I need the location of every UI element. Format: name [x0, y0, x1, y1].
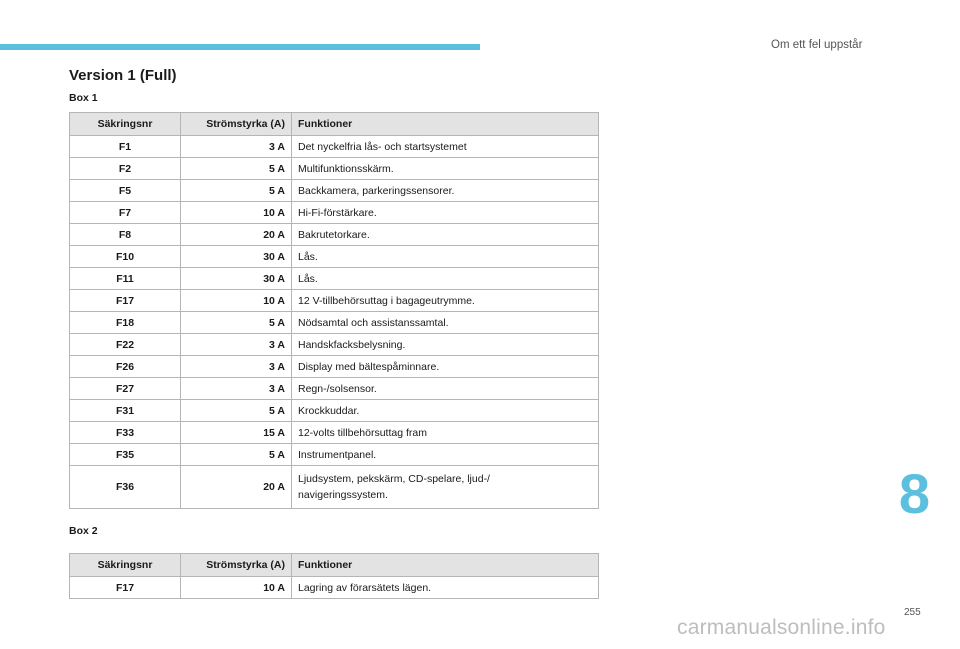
fuse-number-cell: F11	[70, 268, 181, 290]
table-row	[70, 334, 599, 356]
column-header: Funktioner	[292, 113, 599, 136]
amperage-cell: 3 A	[181, 378, 292, 400]
table-header-row	[70, 554, 599, 577]
column-header: Strömstyrka (A)	[181, 113, 292, 136]
function-cell: Hi-Fi-förstärkare.	[292, 202, 599, 224]
amperage-cell: 15 A	[181, 422, 292, 444]
amperage-cell: 30 A	[181, 268, 292, 290]
function-cell: Krockkuddar.	[292, 400, 599, 422]
column-header: Funktioner	[292, 554, 599, 577]
fuse-number-cell: F2	[70, 158, 181, 180]
function-cell: Display med bältespåminnare.	[292, 356, 599, 378]
table-row	[70, 158, 599, 180]
function-cell: Nödsamtal och assistanssamtal.	[292, 312, 599, 334]
chapter-number: 8	[898, 461, 931, 525]
table-row	[70, 224, 599, 246]
amperage-cell: 3 A	[181, 356, 292, 378]
function-cell	[292, 466, 599, 509]
fuse-number-cell: F18	[70, 312, 181, 334]
table-row	[70, 444, 599, 466]
function-cell: Backkamera, parkeringssensorer.	[292, 180, 599, 202]
table-row	[70, 246, 599, 268]
table-row	[70, 400, 599, 422]
function-cell: Lås.	[292, 268, 599, 290]
fuse-number-cell: F33	[70, 422, 181, 444]
amperage-cell: 5 A	[181, 180, 292, 202]
function-cell: Det nyckelfria lås- och startsystemet	[292, 136, 599, 158]
section-title: Version 1 (Full)	[69, 67, 177, 84]
top-accent-bar	[0, 44, 480, 50]
table-row	[70, 290, 599, 312]
fuse-number-cell: F35	[70, 444, 181, 466]
table-row	[70, 136, 599, 158]
function-cell: 12 V-tillbehörsuttag i bagageutrymme.	[292, 290, 599, 312]
box1-label: Box 1	[69, 92, 98, 104]
table-row	[70, 268, 599, 290]
fuse-number-cell: F1	[70, 136, 181, 158]
function-cell: Handskfacksbelysning.	[292, 334, 599, 356]
amperage-cell: 10 A	[181, 202, 292, 224]
chapter-tab	[881, 457, 960, 529]
table-row	[70, 356, 599, 378]
function-cell: Lås.	[292, 246, 599, 268]
table-row	[70, 312, 599, 334]
fuse-number-cell: F17	[70, 290, 181, 312]
amperage-cell: 5 A	[181, 158, 292, 180]
function-cell: Instrumentpanel.	[292, 444, 599, 466]
function-cell: Regn-/solsensor.	[292, 378, 599, 400]
amperage-cell: 10 A	[181, 290, 292, 312]
function-cell: Bakrutetorkare.	[292, 224, 599, 246]
amperage-cell: 3 A	[181, 334, 292, 356]
function-line: Ljudsystem, pekskärm, CD-spelare, ljud-/	[298, 473, 490, 485]
header-title: Om ett fel uppstår	[771, 39, 863, 51]
fuse-number-cell: F26	[70, 356, 181, 378]
fuse-number-cell: F5	[70, 180, 181, 202]
fuse-number-cell: F7	[70, 202, 181, 224]
fuse-table-box1	[69, 112, 599, 509]
amperage-cell: 5 A	[181, 444, 292, 466]
table-row	[70, 180, 599, 202]
amperage-cell: 3 A	[181, 136, 292, 158]
fuse-table-box2	[69, 553, 599, 599]
column-header: Säkringsnr	[70, 113, 181, 136]
table-row	[70, 577, 599, 599]
function-cell: 12-volts tillbehörsuttag fram	[292, 422, 599, 444]
fuse-number-cell: F36	[70, 466, 181, 509]
fuse-number-cell: F17	[70, 577, 181, 599]
fuse-number-cell: F8	[70, 224, 181, 246]
column-header: Strömstyrka (A)	[181, 554, 292, 577]
page-number: 255	[904, 607, 921, 618]
function-cell: Multifunktionsskärm.	[292, 158, 599, 180]
table-row	[70, 466, 599, 509]
fuse-number-cell: F31	[70, 400, 181, 422]
watermark: carmanualsonline.info	[677, 616, 886, 639]
table-row	[70, 202, 599, 224]
amperage-cell: 5 A	[181, 312, 292, 334]
fuse-number-cell: F10	[70, 246, 181, 268]
amperage-cell: 5 A	[181, 400, 292, 422]
amperage-cell: 20 A	[181, 224, 292, 246]
amperage-cell: 20 A	[181, 466, 292, 509]
fuse-number-cell: F27	[70, 378, 181, 400]
function-line: navigeringssystem.	[298, 489, 388, 501]
table-row	[70, 422, 599, 444]
amperage-cell: 30 A	[181, 246, 292, 268]
column-header: Säkringsnr	[70, 554, 181, 577]
function-cell: Lagring av förarsätets lägen.	[292, 577, 599, 599]
amperage-cell: 10 A	[181, 577, 292, 599]
table-header-row	[70, 113, 599, 136]
box2-label: Box 2	[69, 525, 98, 537]
fuse-number-cell: F22	[70, 334, 181, 356]
table-row	[70, 378, 599, 400]
